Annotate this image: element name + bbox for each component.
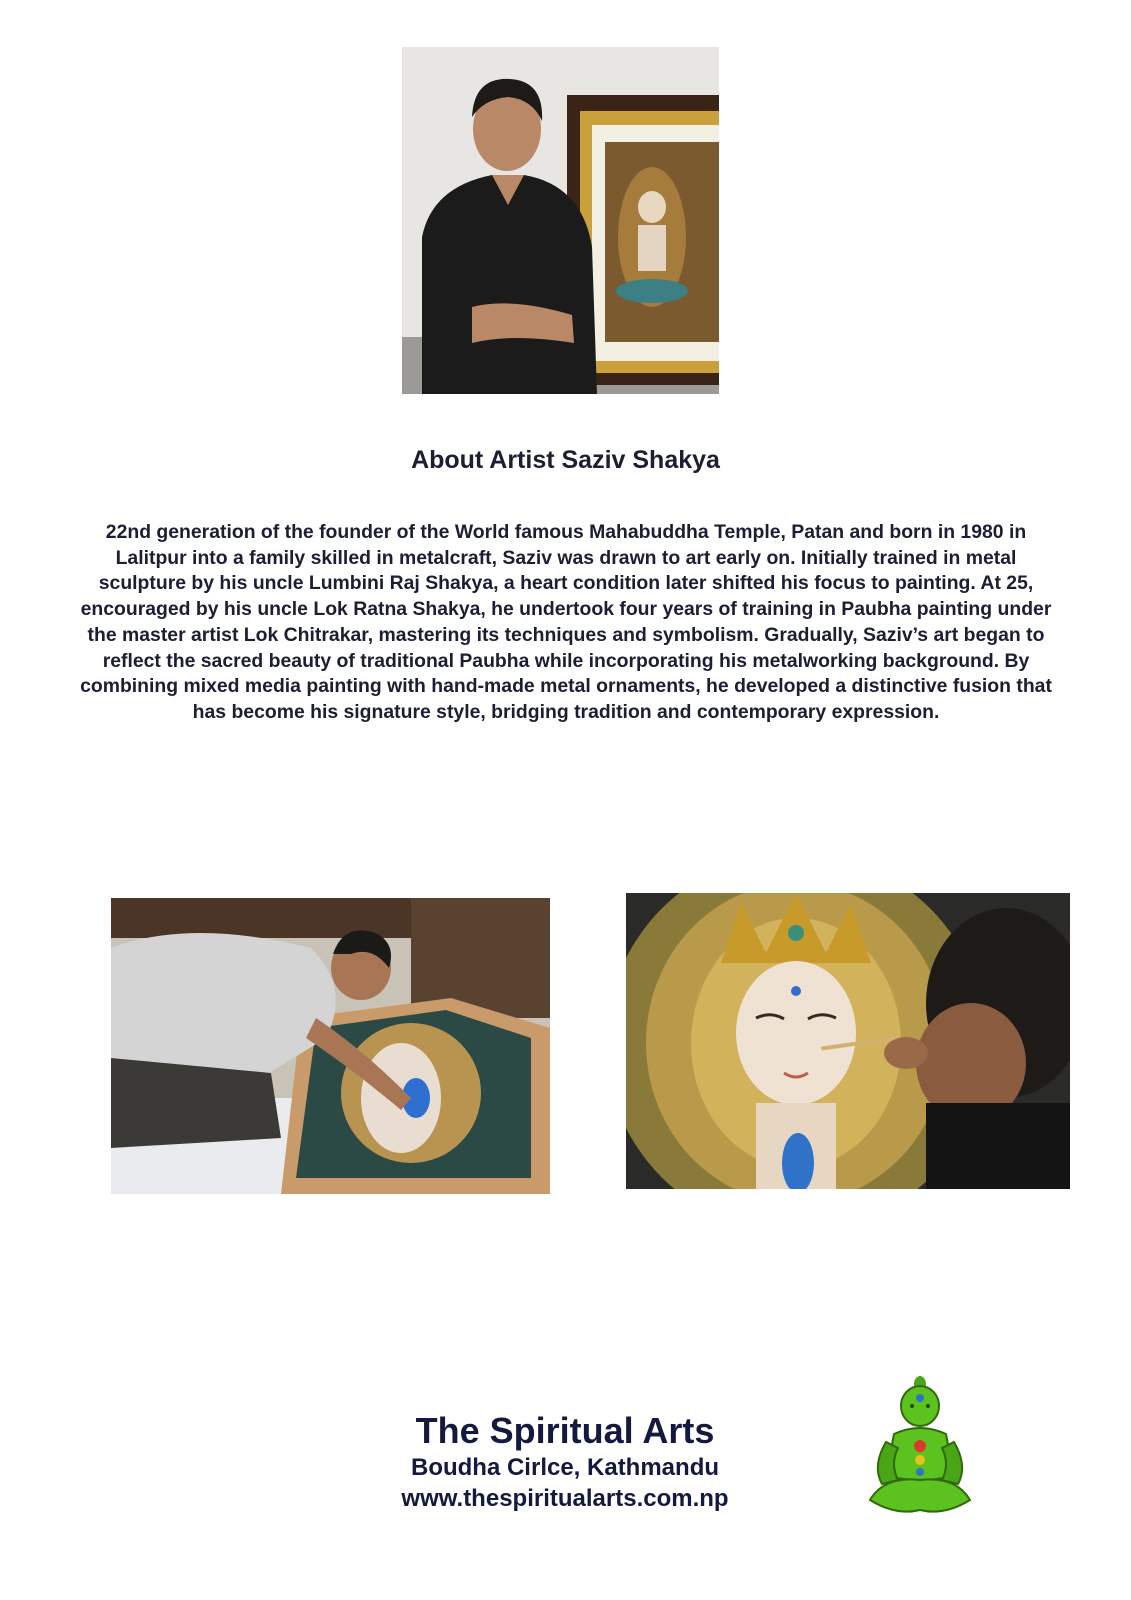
artist-portrait-photo <box>402 47 719 394</box>
company-address: Boudha Cirlce, Kathmandu <box>410 1454 720 1481</box>
artist-painting-closeup-photo <box>626 893 1070 1189</box>
company-website-link[interactable]: www.thespiritualarts.com.np <box>401 1485 729 1512</box>
footer <box>330 1410 800 1514</box>
meditating-figure-icon <box>864 1376 976 1520</box>
about-heading: About Artist Saziv Shakya <box>411 446 720 474</box>
artist-painting-floor-photo <box>111 898 550 1194</box>
company-name: The Spiritual Arts <box>415 1410 715 1451</box>
artist-biography: 22nd generation of the founder of the World famous Mahabuddha Temple, Patan and born in 1980 in Lalitpur into a family skilled in metalcraft, Saziv was drawn to art early on. Initially trained in metal sculpture by his uncle Lumbini Raj Shakya, a heart condition later shifted his focus to painting. At 25, encouraged by his uncle Lok Ratna Shakya, he undertook four years of training in Paubha painting under the master artist Lok Chitrakar, mastering its techniques and symbolism. Gradually, Saziv’s art began to reflect the sacred beauty of traditional Paubha while incorporating his metalworking background. By combining mixed media painting with hand-made metal ornaments, he developed a distinctive fusion that has become his signature style, bridging tradition and contemporary expression. <box>80 521 1052 723</box>
